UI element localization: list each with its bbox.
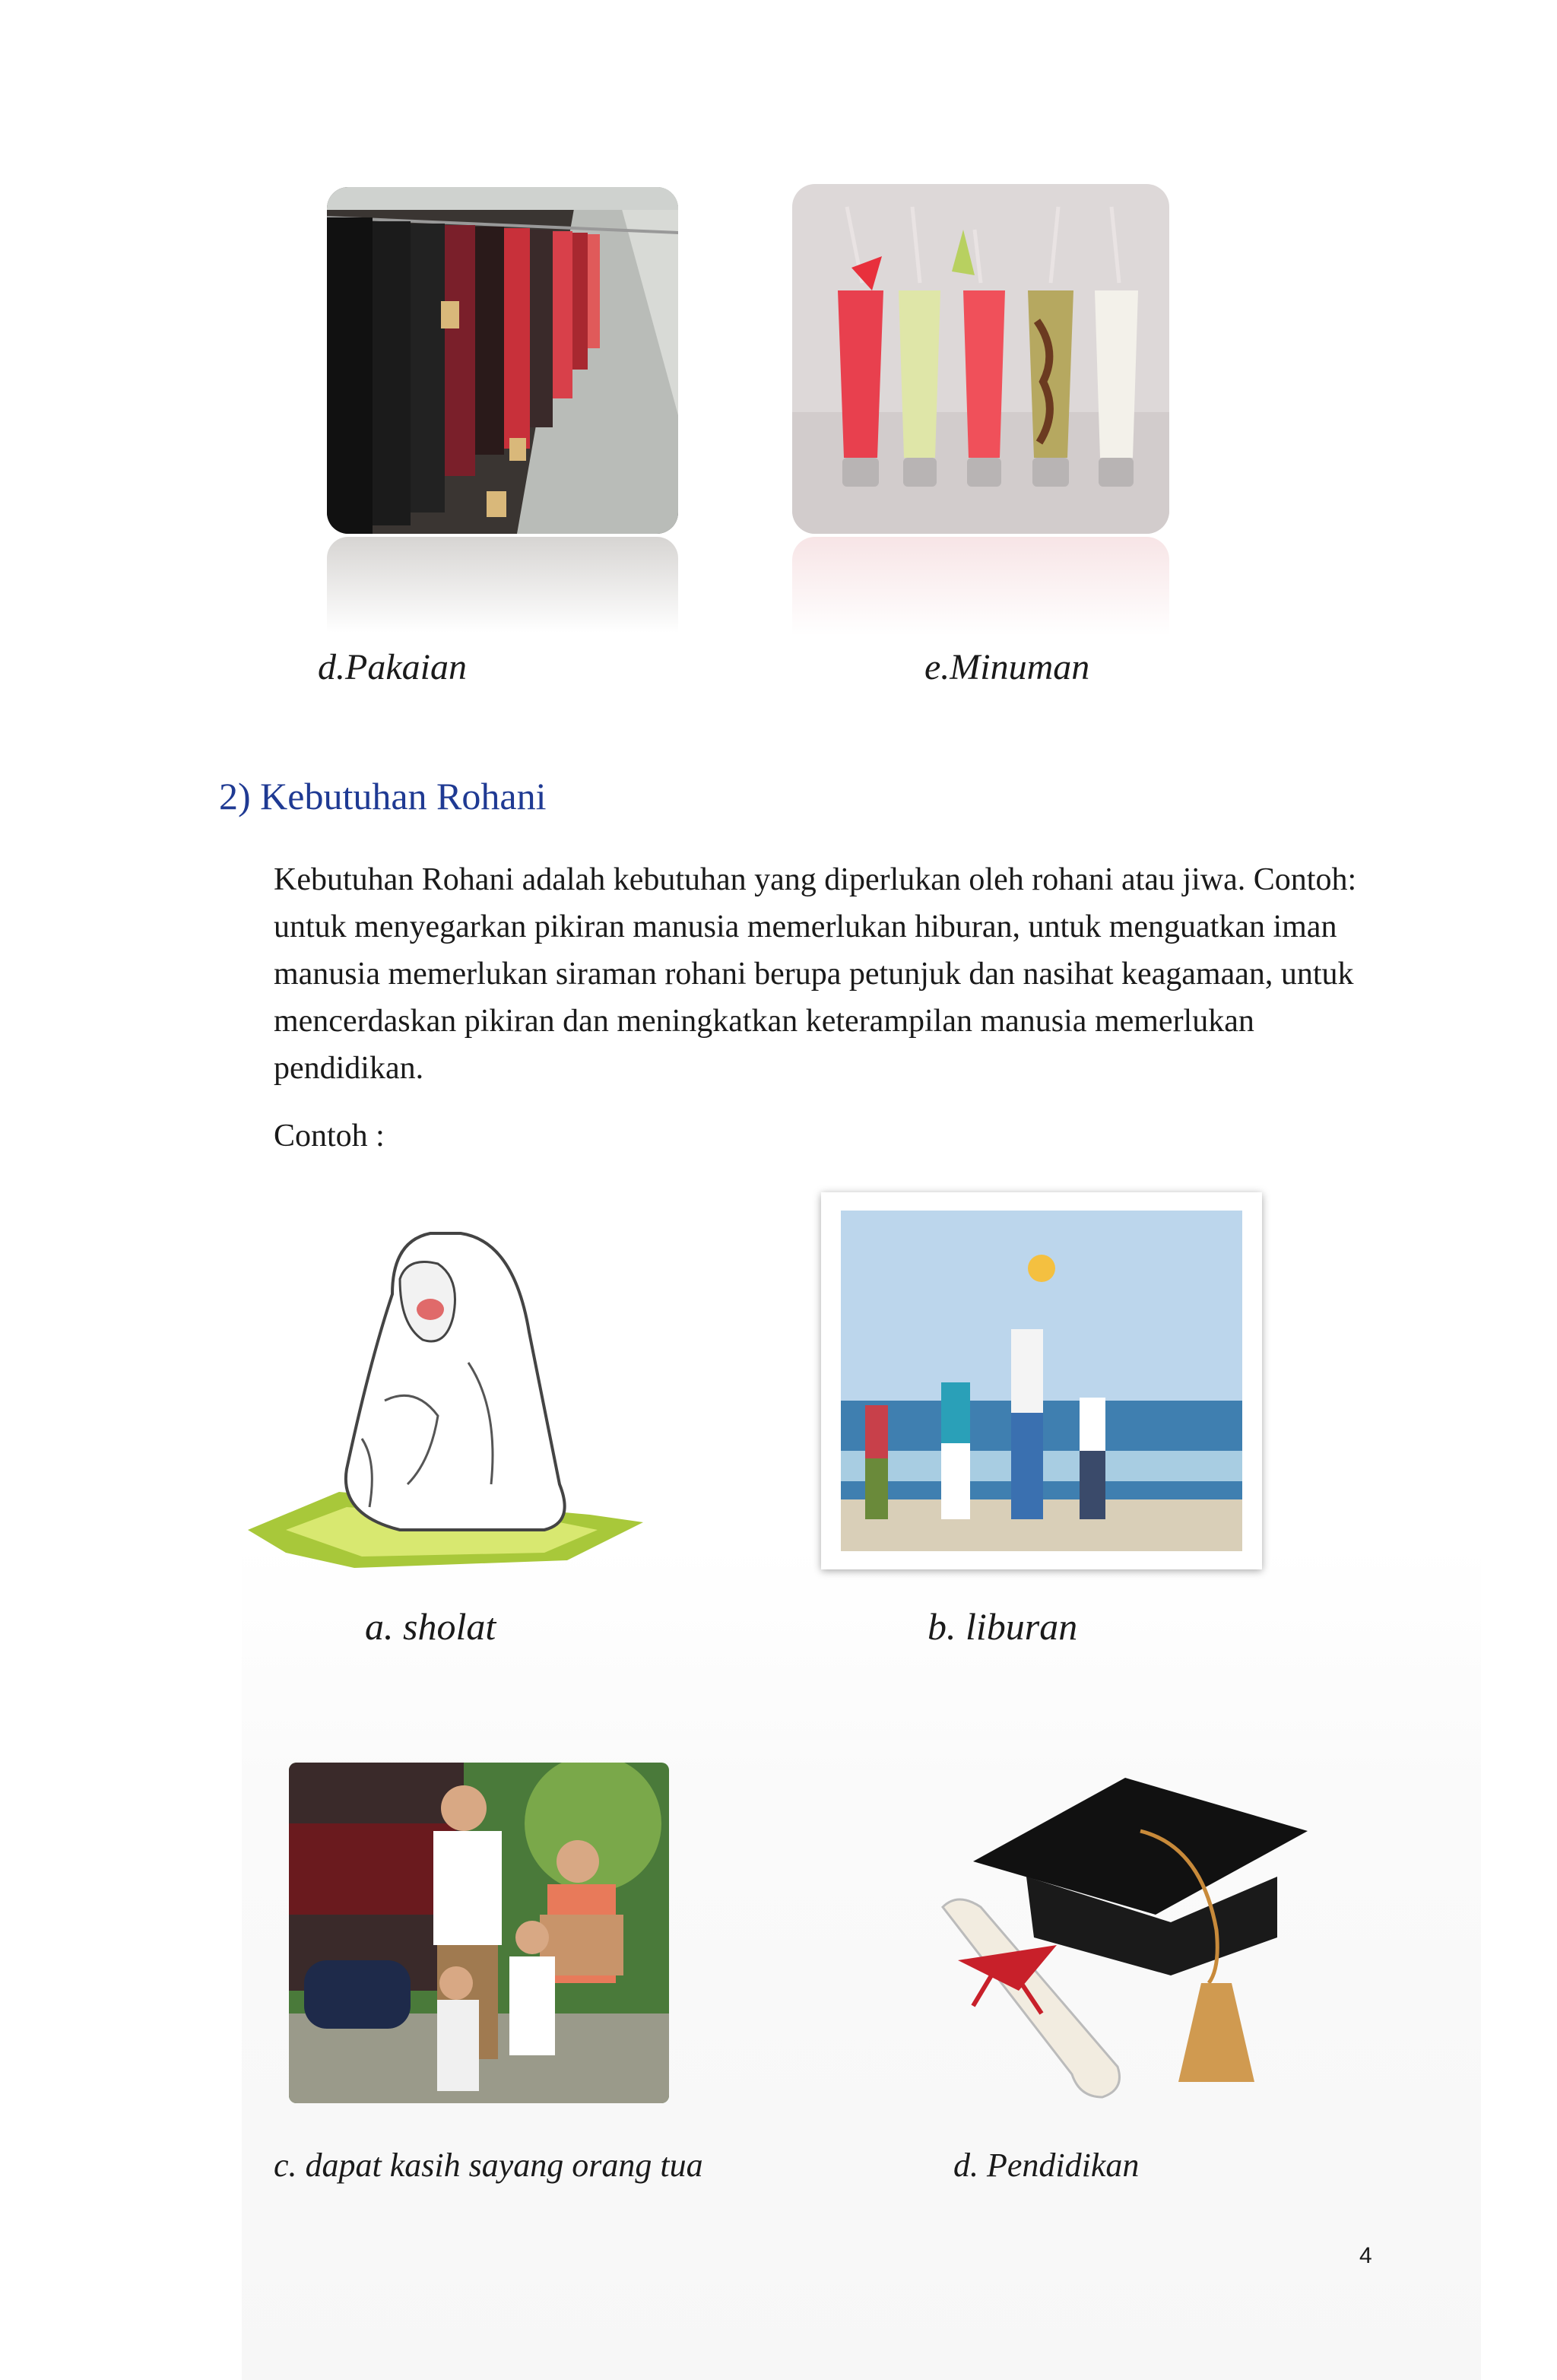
graduation-cap-image — [928, 1763, 1323, 2112]
page-number: 4 — [1359, 2243, 1372, 2268]
caption-sholat: a. sholat — [365, 1605, 496, 1648]
caption-liburan: b. liburan — [928, 1605, 1078, 1648]
clothing-rack-image — [327, 187, 678, 534]
praying-illustration — [240, 1211, 651, 1568]
paragraph-text: Kebutuhan Rohani adalah kebutuhan yang diperlukan oleh rohani atau jiwa. Contoh: untuk menyegarkan pikiran manusia memerlukan hiburan, untuk menguatkan iman manusia memerlukan siraman rohani berupa petunjuk dan nasihat keagamaan, untuk mencerdaskan pikiran dan meningkatkan keterampilan manusia memerlukan pendidikan. — [274, 862, 1357, 1086]
caption-pendidikan: d. Pendidikan — [953, 2147, 1140, 2184]
section-heading: 2) Kebutuhan Rohani — [219, 775, 547, 817]
caption-pakaian: d.Pakaian — [318, 647, 467, 687]
beach-image — [821, 1192, 1262, 1569]
caption-minuman: e.Minuman — [924, 647, 1090, 687]
drinks-reflection — [792, 537, 1169, 636]
section-paragraph — [274, 856, 1384, 1092]
contoh-label: Contoh : — [274, 1119, 385, 1154]
clothing-reflection — [327, 537, 678, 633]
caption-kasih-sayang: c. dapat kasih sayang orang tua — [274, 2147, 703, 2184]
family-image — [289, 1763, 669, 2103]
drinks-image — [792, 184, 1169, 534]
